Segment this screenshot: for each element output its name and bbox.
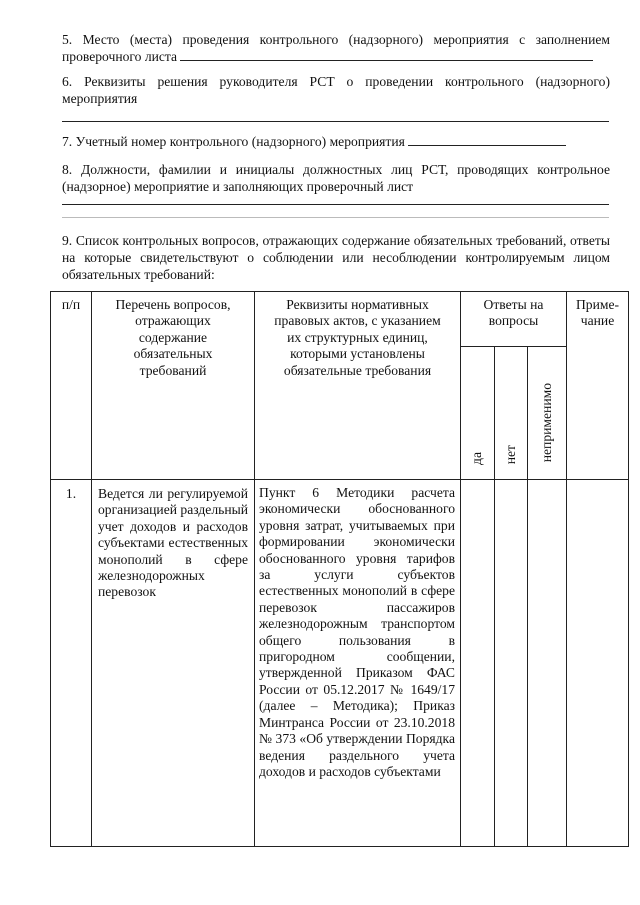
item-8-officials: [62, 161, 610, 195]
item-7-fill-line: [408, 133, 566, 146]
row-answer-na: [528, 480, 567, 847]
item-6-fill-line: [62, 121, 609, 122]
row-num: 1.: [51, 480, 92, 847]
header-questions: Перечень вопросов, отражающих содержание обязательных требований: [92, 292, 255, 480]
header-no: [495, 347, 528, 480]
header-na-label: неприменимо: [538, 383, 554, 463]
table-row: [51, 480, 629, 847]
item-8-fill-line-2: [62, 217, 609, 218]
item-5-fill-line: [180, 48, 593, 61]
checklist-table: [50, 291, 629, 847]
header-na: [528, 347, 567, 480]
item-5-text: 5. Место (места) проведения контрольного (надзорного) мероприятия с заполнением проверочного листа: [62, 32, 610, 64]
item-9-text: 9. Список контрольных вопросов, отражающих содержание обязательных требований, ответы на которые свидетельствуют о соблюдении или несоблюдении контролируемым лицом обязательных требований:: [62, 233, 610, 282]
item-9-question-list: [62, 232, 610, 283]
item-7-text: 7. Учетный номер контрольного (надзорного) мероприятия: [62, 134, 405, 149]
row-requisites: Пункт 6 Методики расчета экономически обоснованного уровня затрат, учитываемых при формировании экономически обоснованного уровня тарифов за услуги субъектов естественных монополий в сфере перевозок пассажиров железнодорожным транспортом общего пользования в пригородном сообщении, утвержденной Приказом ФАС России от 05.12.2017 № 1649/17 (далее – Методика); Приказ Минтранса России от 23.10.2018 № 373 «Об утверждении Порядка ведения раздельного учета доходов и расходов субъектами: [255, 480, 461, 847]
item-8-fill-line-1: [62, 204, 609, 205]
header-answers: Ответы на вопросы: [461, 292, 567, 347]
item-6-decision: [62, 73, 610, 107]
header-yes: [461, 347, 495, 480]
row-note: [567, 480, 629, 847]
header-yes-label: да: [469, 451, 485, 465]
table-header-row: [51, 292, 629, 347]
item-5-place: [62, 31, 610, 65]
header-note: Приме-чание: [567, 292, 629, 480]
row-answer-yes: [461, 480, 495, 847]
item-6-text: 6. Реквизиты решения руководителя РСТ о проведении контрольного (надзорного) мероприятия: [62, 74, 610, 106]
header-num: п/п: [51, 292, 92, 480]
header-no-label: нет: [502, 445, 518, 465]
header-requisites: Реквизиты нормативных правовых актов, с указанием их структурных единиц, которыми установлены обязательные требования: [255, 292, 461, 480]
item-8-text: 8. Должности, фамилии и инициалы должностных лиц РСТ, проводящих контрольное (надзорное) мероприятие и заполняющих проверочный лист: [62, 162, 610, 194]
item-7-account-number: [62, 133, 610, 150]
row-question: Ведется ли регулируемой организацией раздельный учет доходов и расходов субъектами естественных монополий в сфере железнодорожных перевозок: [92, 480, 255, 847]
row-answer-no: [495, 480, 528, 847]
